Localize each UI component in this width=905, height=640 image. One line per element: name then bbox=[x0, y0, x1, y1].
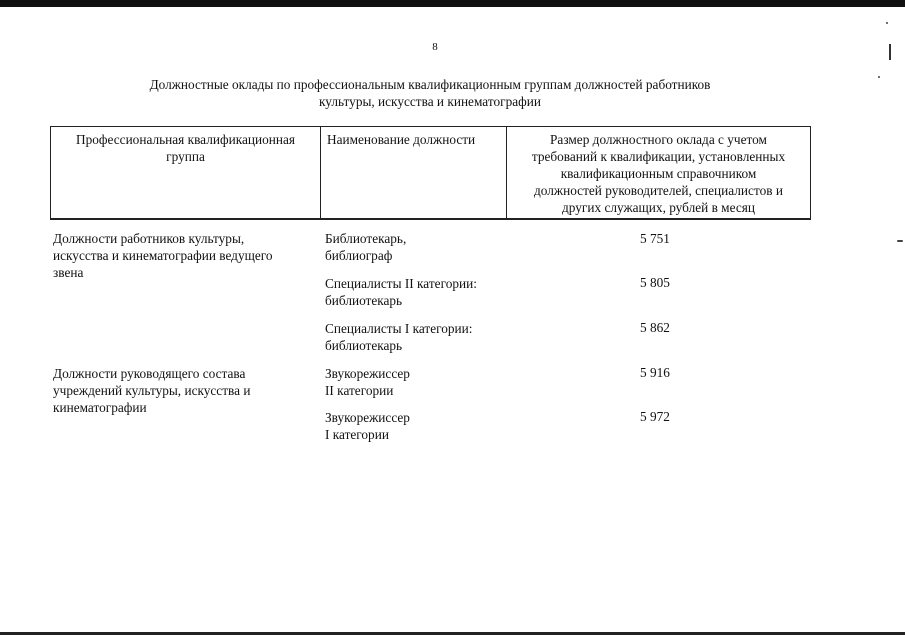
group-name: Должности работников культуры, искусства и кинематографии ведущего звена bbox=[53, 231, 273, 280]
scan-edge-bottom bbox=[0, 632, 905, 635]
position-name: Звукорежиссер I категории bbox=[325, 410, 410, 442]
position-name: Специалисты II категории: библиотекарь bbox=[325, 276, 477, 308]
page-number: 8 bbox=[432, 41, 438, 53]
salary-value: 5 805 bbox=[640, 275, 670, 290]
header-position-name: Наименование должности bbox=[321, 127, 507, 218]
title-line: Должностные оклады по профессиональным квалификационным группам должностей работников bbox=[149, 77, 711, 92]
document-title bbox=[60, 76, 800, 110]
scan-mark-right bbox=[889, 44, 891, 60]
scan-edge-top bbox=[0, 0, 905, 7]
header-salary-size: Размер должностного оклада с учетом требований к квалификации, установленных квалификационным справочником должностей руководителей, специалистов и других служащих, рублей в месяц bbox=[531, 132, 786, 215]
salary-value: 5 972 bbox=[640, 409, 670, 424]
position-name: Специалисты I категории: библиотекарь bbox=[325, 321, 473, 353]
group-name: Должности руководящего состава учреждений культуры, искусства и кинематографии bbox=[53, 366, 251, 415]
position-name: Звукорежиссер II категории bbox=[325, 366, 410, 398]
position-name: Библиотекарь, библиограф bbox=[325, 231, 407, 263]
header-qualification-group: Профессиональная квалификационная группа bbox=[51, 127, 321, 218]
salary-value: 5 916 bbox=[640, 365, 670, 380]
scan-speck bbox=[897, 240, 903, 242]
salary-value: 5 751 bbox=[640, 231, 670, 246]
salary-value: 5 862 bbox=[640, 320, 670, 335]
title-line: культуры, искусства и кинематографии bbox=[319, 94, 541, 109]
scan-speck bbox=[878, 76, 880, 78]
scan-speck bbox=[886, 22, 888, 24]
table-header bbox=[50, 126, 811, 220]
